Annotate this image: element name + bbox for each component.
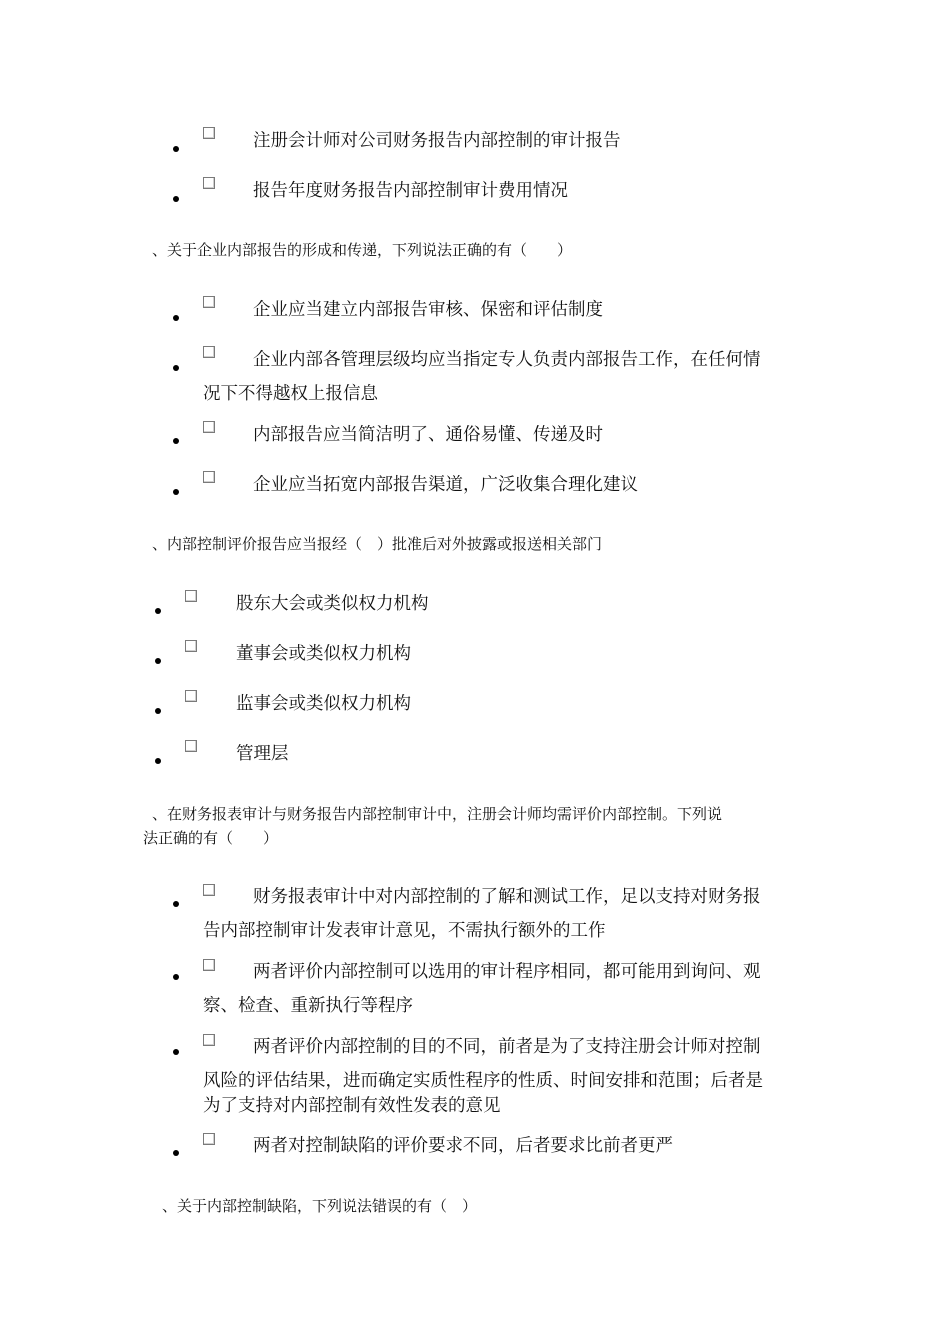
checkbox[interactable] (185, 740, 197, 752)
checkbox[interactable] (185, 640, 197, 652)
option-text: 两者评价内部控制可以选用的审计程序相同，都可能用到询问、观 (253, 962, 761, 982)
option-text-continued: 风险的评估结果，进而确定实质性程序的性质、时间安排和范围；后者是 (203, 1071, 763, 1091)
bullet-icon (173, 315, 179, 321)
option-text: 两者对控制缺陷的评价要求不同，后者要求比前者更严 (253, 1136, 673, 1156)
bullet-icon (173, 1049, 179, 1055)
option-text: 管理层 (236, 744, 289, 764)
bullet-icon (173, 438, 179, 444)
option-text-continued: 况下不得越权上报信息 (203, 384, 378, 404)
checkbox[interactable] (203, 177, 215, 189)
checkbox[interactable] (203, 959, 215, 971)
checkbox[interactable] (203, 421, 215, 433)
checkbox[interactable] (203, 127, 215, 139)
option-text-continued: 告内部控制审计发表审计意见，不需执行额外的工作 (203, 921, 606, 941)
option-text: 股东大会或类似权力机构 (236, 594, 429, 614)
bullet-icon (173, 196, 179, 202)
bullet-icon (155, 658, 161, 664)
option-text-continued: 为了支持对内部控制有效性发表的意见 (203, 1096, 501, 1116)
option-text: 财务报表审计中对内部控制的了解和测试工作，足以支持对财务报 (253, 887, 761, 907)
bullet-icon (173, 974, 179, 980)
bullet-icon (155, 608, 161, 614)
option-text: 注册会计师对公司财务报告内部控制的审计报告 (253, 131, 621, 151)
bullet-icon (155, 708, 161, 714)
option-text: 企业内部各管理层级均应当指定专人负责内部报告工作，在任何情 (253, 350, 761, 370)
question-text-continued: 法正确的有（ ） (143, 829, 279, 847)
checkbox[interactable] (203, 296, 215, 308)
checkbox[interactable] (203, 1034, 215, 1046)
option-text: 企业应当建立内部报告审核、保密和评估制度 (253, 300, 603, 320)
bullet-icon (173, 146, 179, 152)
question-text: 、内部控制评价报告应当报经（ ）批准后对外披露或报送相关部门 (152, 535, 603, 553)
option-text: 两者评价内部控制的目的不同，前者是为了支持注册会计师对控制 (253, 1037, 761, 1057)
option-text: 企业应当拓宽内部报告渠道，广泛收集合理化建议 (253, 475, 638, 495)
checkbox[interactable] (185, 690, 197, 702)
question-text: 、在财务报表审计与财务报告内部控制审计中，注册会计师均需评价内部控制。下列说 (152, 805, 723, 823)
checkbox[interactable] (203, 471, 215, 483)
bullet-icon (173, 901, 179, 907)
bullet-icon (155, 758, 161, 764)
bullet-icon (173, 1150, 179, 1156)
bullet-icon (173, 365, 179, 371)
bullet-icon (173, 489, 179, 495)
checkbox[interactable] (185, 590, 197, 602)
option-text: 董事会或类似权力机构 (236, 644, 411, 664)
option-text: 监事会或类似权力机构 (236, 694, 411, 714)
checkbox[interactable] (203, 1133, 215, 1145)
question-text: 、关于内部控制缺陷，下列说法错误的有（ ） (162, 1197, 478, 1215)
option-text: 内部报告应当简洁明了、通俗易懂、传递及时 (253, 425, 603, 445)
checkbox[interactable] (203, 884, 215, 896)
option-text: 报告年度财务报告内部控制审计费用情况 (253, 181, 568, 201)
option-text-continued: 察、检查、重新执行等程序 (203, 996, 413, 1016)
checkbox[interactable] (203, 346, 215, 358)
question-text: 、关于企业内部报告的形成和传递，下列说法正确的有（ ） (152, 241, 573, 259)
